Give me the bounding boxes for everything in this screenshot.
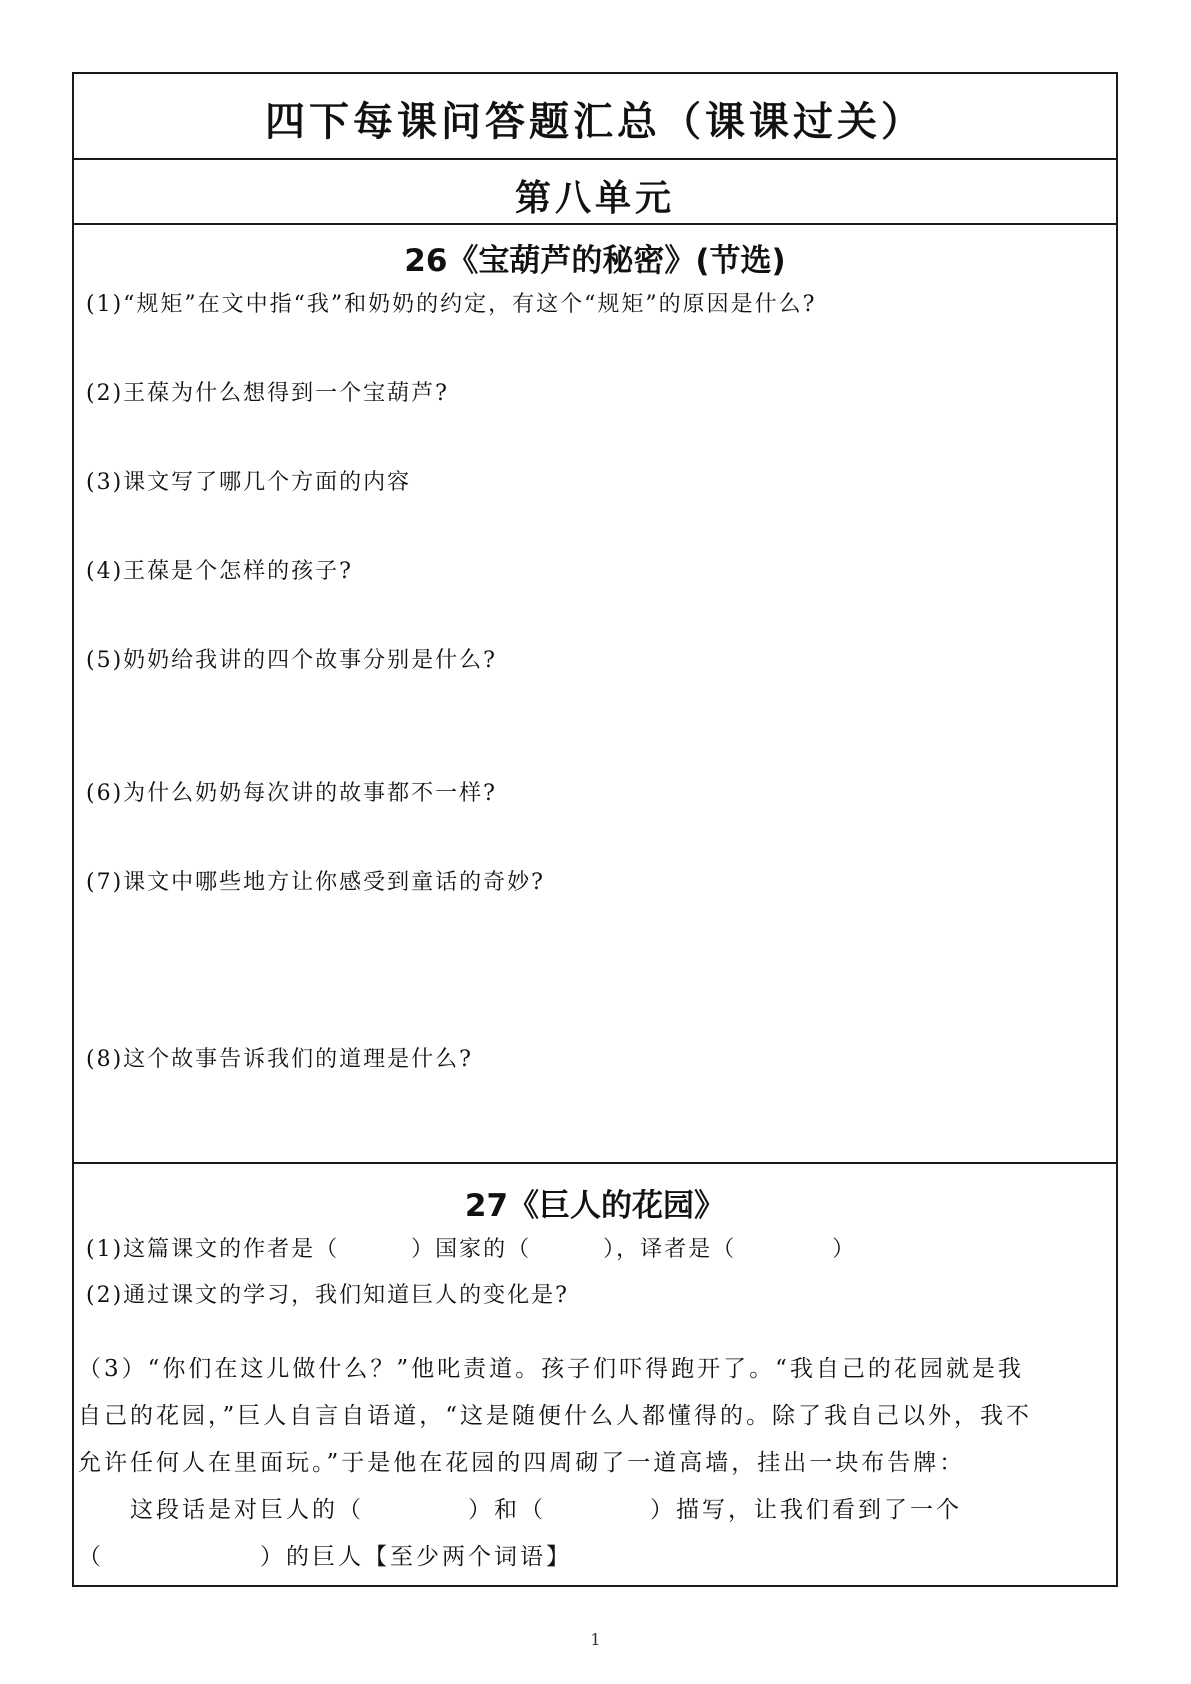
question-item: (6)为什么奶奶每次讲的故事都不一样? <box>86 781 497 806</box>
question-item: (4)王葆是个怎样的孩子? <box>86 559 353 584</box>
question-item: (3)课文写了哪几个方面的内容 <box>86 470 412 495</box>
unit-title: 第八单元 <box>514 178 675 219</box>
lesson-27-section <box>74 1164 1116 1585</box>
question-item: (7)课文中哪些地方让你感受到童话的奇妙? <box>86 870 545 895</box>
page-number: 1 <box>590 1630 601 1649</box>
lesson-26-section <box>74 225 1116 1164</box>
question-item: (1)这篇课文的作者是（ ）国家的（ ），译者是（ ） <box>86 1237 857 1262</box>
lesson-title: 26《宝葫芦的秘密》(节选) <box>404 243 786 279</box>
question-item: (2)王葆为什么想得到一个宝葫芦? <box>86 381 449 406</box>
passage-line: 自己的花园，”巨人自言自语道，“这是随便什么人都懂得的。除了我自己以外，我不 <box>78 1403 1033 1429</box>
title-row <box>74 74 1116 160</box>
passage-line: （ ）的巨人【至少两个词语】 <box>78 1544 572 1570</box>
passage-line: 允许任何人在里面玩。”于是他在花园的四周砌了一道高墙，挂出一块布告牌： <box>78 1450 966 1476</box>
lesson-title: 27《巨人的花园》 <box>464 1188 726 1224</box>
passage-line: （3）“你们在这儿做什么？”他叱责道。孩子们吓得跑开了。“我自己的花园就是我 <box>78 1356 1024 1382</box>
unit-row <box>74 160 1116 225</box>
document-title: 四下每课问答题汇总（课课过关） <box>265 99 925 145</box>
question-item: (8)这个故事告诉我们的道理是什么? <box>86 1047 473 1072</box>
question-item: (2)通过课文的学习，我们知道巨人的变化是? <box>86 1283 569 1308</box>
question-item: (5)奶奶给我讲的四个故事分别是什么? <box>86 648 497 673</box>
passage-question <box>78 1346 1108 1581</box>
question-item: (1)“规矩”在文中指“我”和奶奶的约定，有这个“规矩”的原因是什么? <box>86 292 817 317</box>
passage-line: 这段话是对巨人的（ ）和（ ）描写，让我们看到了一个 <box>78 1497 962 1523</box>
worksheet-table <box>72 72 1118 1587</box>
